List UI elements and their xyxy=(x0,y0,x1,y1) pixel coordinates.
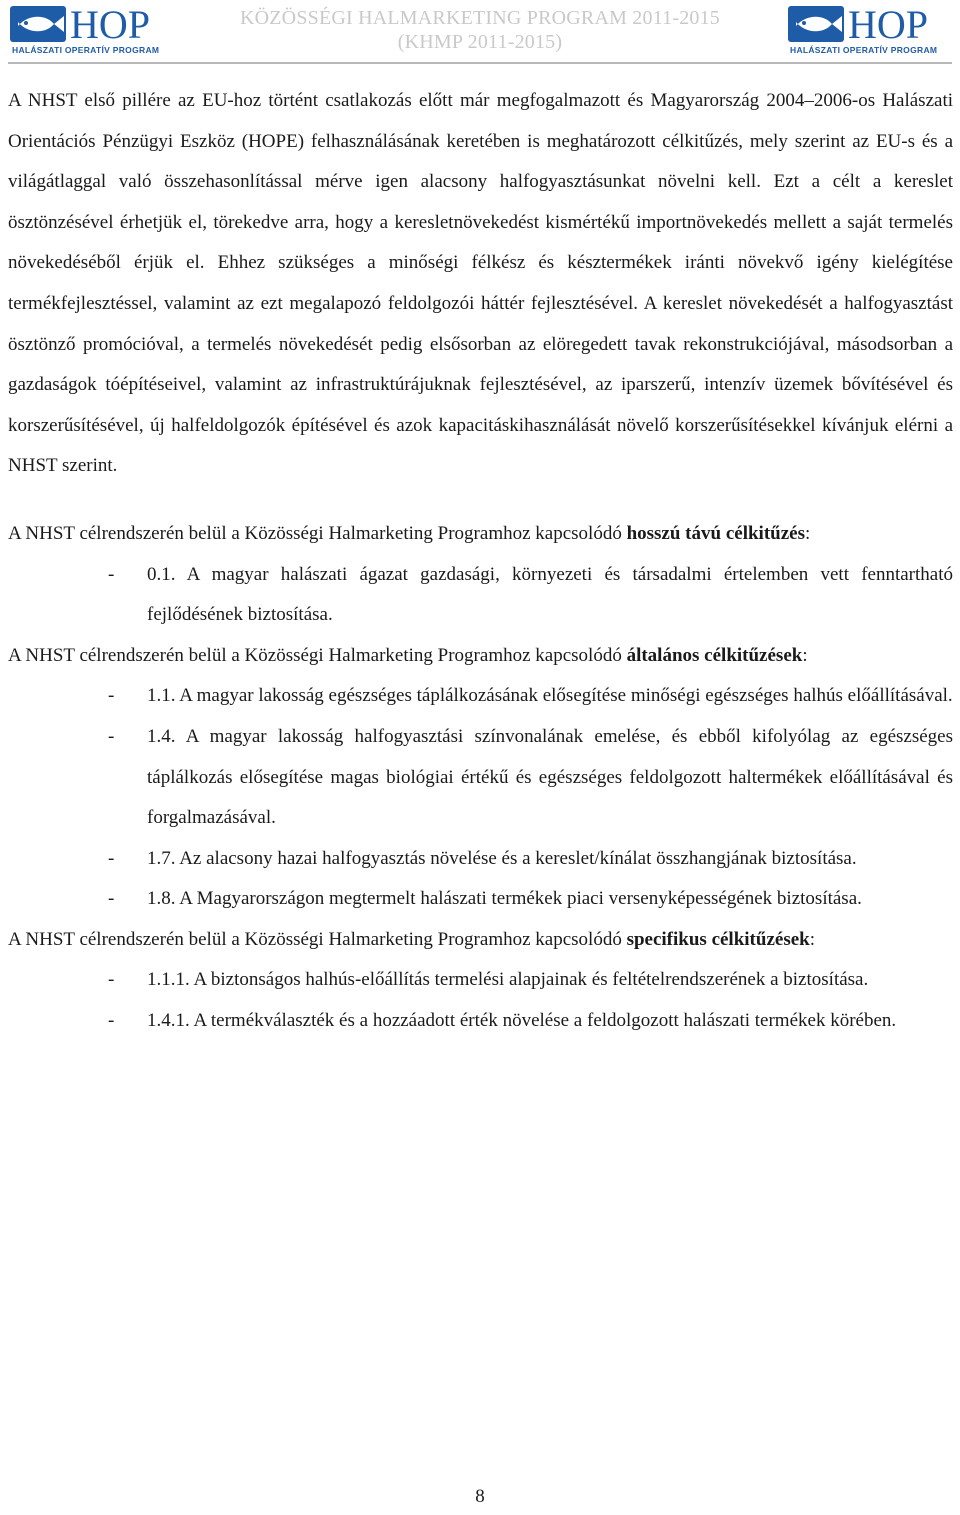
logo-subtitle: HALÁSZATI OPERATÍV PROGRAM xyxy=(790,45,938,55)
list-item xyxy=(8,676,953,717)
logo-wordmark: HOP xyxy=(70,2,151,47)
header-divider xyxy=(8,62,952,64)
heading-tail: : xyxy=(809,928,815,950)
list-dash: - xyxy=(108,563,115,585)
heading-lead: A NHST célrendszerén belül a Közösségi Halmarketing Programhoz kapcsolódó xyxy=(8,928,622,950)
list-dash: - xyxy=(108,888,115,910)
heading-lead: A NHST célrendszerén belül a Közösségi Halmarketing Programhoz kapcsolódó xyxy=(8,522,622,544)
list-item-text: 1.1.1. A biztonságos halhús-előállítás termelési alapjainak és feltételrendszerének a biztosítása. xyxy=(147,969,869,991)
header-title-line2: (KHMP 2011-2015) xyxy=(397,31,563,53)
general-heading xyxy=(8,636,953,677)
heading-bold: specifikus célkitűzések xyxy=(626,928,810,950)
list-dash: - xyxy=(108,1010,115,1032)
list-item-text: 1.1. A magyar lakosság egészséges táplálkozásának elősegítése minőségi egészséges halhús előállításával. xyxy=(147,685,953,707)
list-dash: - xyxy=(108,725,115,747)
hop-logo-right xyxy=(786,4,958,56)
heading-tail: : xyxy=(804,522,811,544)
header-title xyxy=(190,6,770,54)
specific-heading xyxy=(8,920,953,961)
long-term-heading xyxy=(8,514,953,555)
list-item-text: 1.4.1. A termékválaszték és a hozzáadott érték növelése a feldolgozott halászati termékek körében. xyxy=(147,1010,897,1032)
list-item xyxy=(8,1001,953,1042)
list-item-text: 0.1. A magyar halászati ágazat gazdasági, környezeti és társadalmi értelemben vett fenntartható fejlődésének biztosítása. xyxy=(147,563,953,626)
page-number: 8 xyxy=(475,1486,485,1507)
hop-logo-left xyxy=(8,4,180,56)
page-header xyxy=(0,0,960,62)
heading-bold: általános célkitűzések xyxy=(626,644,803,666)
list-item xyxy=(8,717,953,839)
heading-tail: : xyxy=(802,644,808,666)
fish-emblem-icon xyxy=(8,4,68,44)
list-dash: - xyxy=(108,847,115,869)
document-body xyxy=(8,81,953,1042)
list-item xyxy=(8,555,953,636)
list-item-text: 1.4. A magyar lakosság halfogyasztási színvonalának emelése, és ebből kifolyólag az egészséges táplálkozás elősegítése magas biológiai értékű és egészséges feldolgozott haltermékek előállításával és forgalmazásával. xyxy=(147,725,953,829)
list-dash: - xyxy=(108,969,115,991)
list-item-text: 1.8. A Magyarországon megtermelt halászati termékek piaci versenyképességének biztosítása. xyxy=(147,888,862,910)
header-title-line1: KÖZÖSSÉGI HALMARKETING PROGRAM 2011-2015 xyxy=(239,7,721,29)
heading-bold: hosszú távú célkitűzés xyxy=(626,522,805,544)
fish-emblem-icon xyxy=(786,4,846,44)
logo-subtitle: HALÁSZATI OPERATÍV PROGRAM xyxy=(12,45,160,55)
list-item-text: 1.7. Az alacsony hazai halfogyasztás növelése és a kereslet/kínálat összhangjának biztosítása. xyxy=(147,847,857,869)
list-item xyxy=(8,960,953,1001)
list-dash: - xyxy=(108,685,115,707)
logo-wordmark: HOP xyxy=(848,2,929,47)
list-item xyxy=(8,839,953,880)
intro-paragraph: A NHST első pillére az EU-hoz történt csatlakozás előtt már megfogalmazott és Magyarország 2004–2006-os Halászati Orientációs Pénzügyi Eszköz (HOPE) felhasználásának keretében is meghatározott célkitűzés, mely szerint az EU-s és a világátlaggal való összehasonlítással mérve igen alacsony halfogyasztásunkat növelni kell. Ezt a célt a kereslet ösztönzésével érhetjük el, törekedve arra, hogy a keresletnövekedést kismértékű importnövekedés mellett a saját termelés növekedéséből érjük el. Ehhez szükséges a minőségi félkész és késztermékek iránti növekvő igény kielégítése termékfejlesztéssel, valamint az ezt megalapozó feldolgozói háttér fejlesztésével. A kereslet növekedését a halfogyasztást ösztönző promócióval, a termelés növekedését pedig elsősorban az elöregedett tavak rekonstrukciójával, másodsorban a gazdaságok tóépítéseivel, valamint az infrastruktúrájuknak fejlesztésével, az iparszerű, intenzív üzemek bővítésével és korszerűsítésével, új halfeldolgozók építésével és azok kapacitáskihasználását növelő korszerűsítésekkel kívánjuk elérni a NHST szerint. xyxy=(8,90,953,477)
list-item xyxy=(8,879,953,920)
heading-lead: A NHST célrendszerén belül a Közösségi Halmarketing Programhoz kapcsolódó xyxy=(8,644,622,666)
